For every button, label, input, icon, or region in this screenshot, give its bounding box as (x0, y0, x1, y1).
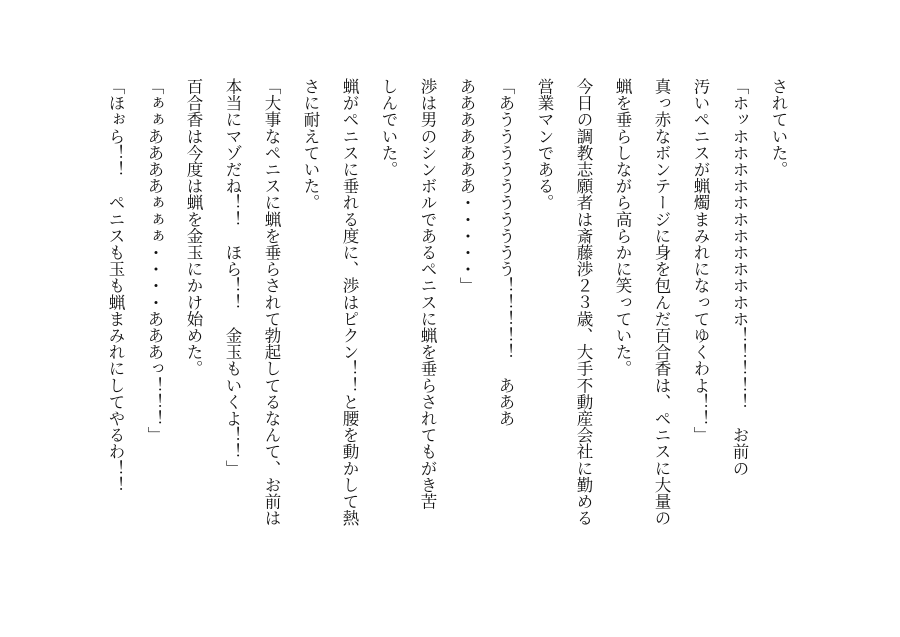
text-column: されていた。 (769, 78, 788, 178)
text-column: 蝋を垂らしながら高らかに笑っていた。 (613, 78, 632, 377)
text-column: しんでいた。 (379, 78, 398, 178)
text-column: 「あうううううううううう！！！！！ あああ (496, 78, 515, 427)
text-column: 蝋がペニスに垂れる度に、渉はピクン！！と腰を動かして熱 (340, 78, 359, 527)
text-column: 本当にマゾだね！！ ほら！！ 金玉もいくよ！！」 (223, 78, 242, 477)
text-column: 「大事なペニスに蝋を垂らされて勃起してるなんて、お前は (262, 78, 281, 527)
text-column: 真っ赤なボンテージに身を包んだ百合香は、ペニスに大量の (652, 78, 671, 527)
text-column: 汚いペニスが蝋燭まみれになってゆくわよ！！」 (691, 78, 710, 444)
text-column: 渉は男のシンボルであるペニスに蝋を垂らされてもがき苦 (418, 78, 437, 510)
text-column: 「ホッホホホホホホホホホホホホ！！！！！ お前の (730, 78, 749, 477)
text-column: 営業マンである。 (535, 78, 554, 211)
text-column: あああああああ・・・・・」 (457, 78, 476, 294)
text-column: 今日の調教志願者は斎藤渉２３歳、大手不動産会社に勤める (574, 78, 593, 527)
text-column: 「ぁぁああああぁぁぁ・・・・あああっ！！！」 (145, 78, 164, 444)
text-column: 「ほぉら！！ ペニスも玉も蝋まみれにしてやるわ！！ (106, 78, 125, 493)
text-column: 百合香は今度は蝋を金玉にかけ始めた。 (184, 78, 203, 377)
text-column: さに耐えていた。 (301, 78, 320, 211)
